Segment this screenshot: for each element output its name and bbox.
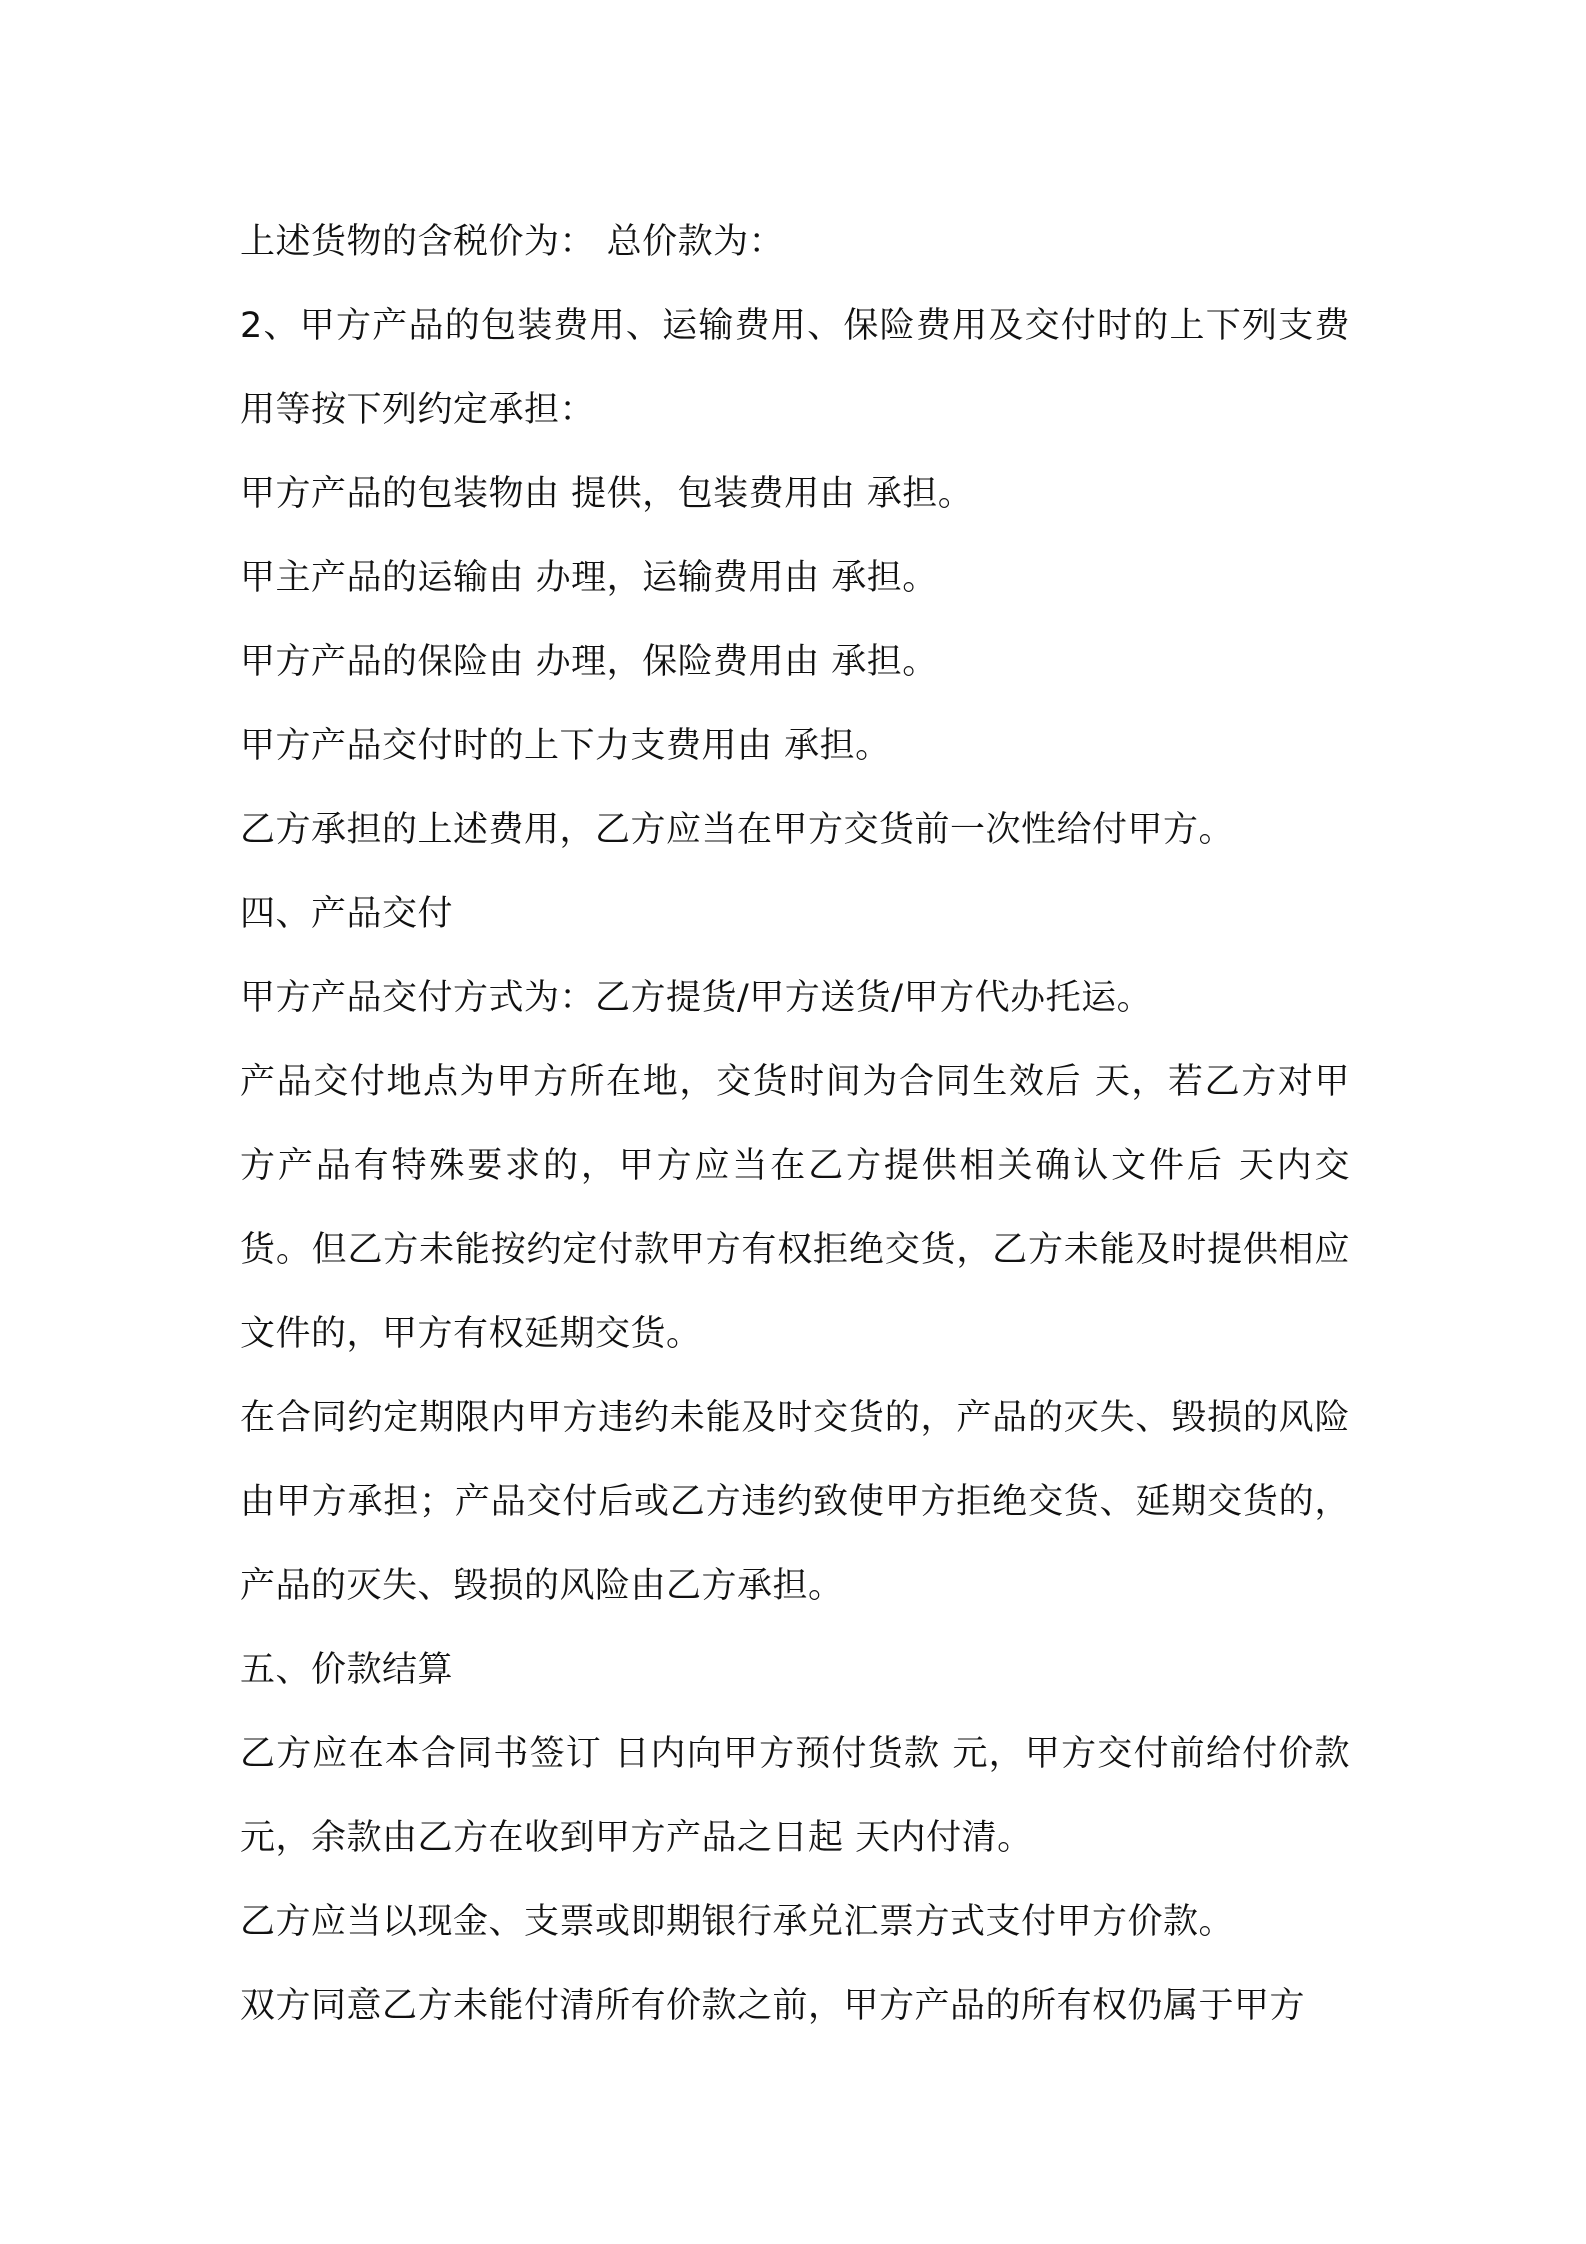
delivery-method-line: 甲方产品交付方式为：乙方提货/甲方送货/甲方代办托运。	[240, 978, 1153, 1018]
price-line: 上述货物的含税价为： 总价款为：	[240, 222, 785, 262]
delivery-location-paragraph: 产品交付地点为甲方所在地，交货时间为合同生效后 天，若乙方对甲方产品有特殊要求的，甲方应当在乙方提供相关确认文件后 天内交货。但乙方未能按约定付款甲方有权拒绝交货，乙方未能及时提供相应文件的，甲方有权延期交货。	[240, 1062, 1350, 1354]
packaging-line: 甲方产品的包装物由 提供，包装费用由 承担。	[240, 474, 974, 514]
delivery-fee-line: 甲方产品交付时的上下力支费用由 承担。	[240, 726, 891, 766]
payment-schedule-paragraph: 乙方应在本合同书签订 日内向甲方预付货款 元，甲方交付前给付价款 元，余款由乙方在收到甲方产品之日起 天内付清。	[240, 1734, 1350, 1858]
section-5-heading: 五、价款结算	[240, 1650, 454, 1690]
section-4-heading: 四、产品交付	[240, 894, 454, 934]
payment-method-line: 乙方应当以现金、支票或即期银行承兑汇票方式支付甲方价款。	[240, 1902, 1235, 1942]
risk-paragraph: 在合同约定期限内甲方违约未能及时交货的，产品的灭失、毁损的风险由甲方承担；产品交付后或乙方违约致使甲方拒绝交货、延期交货的，产品的灭失、毁损的风险由乙方承担。	[240, 1398, 1350, 1606]
transport-line: 甲主产品的运输由 办理，运输费用由 承担。	[240, 558, 938, 598]
insurance-line: 甲方产品的保险由 办理，保险费用由 承担。	[240, 642, 938, 682]
party-b-fees-line: 乙方承担的上述费用，乙方应当在甲方交货前一次性给付甲方。	[240, 810, 1235, 850]
document-body	[240, 200, 1350, 2048]
ownership-line: 双方同意乙方未能付清所有价款之前，甲方产品的所有权仍属于甲方	[240, 1986, 1306, 2026]
clause-2-fees: 2、甲方产品的包装费用、运输费用、保险费用及交付时的上下列支费用等按下列约定承担：	[240, 306, 1350, 430]
